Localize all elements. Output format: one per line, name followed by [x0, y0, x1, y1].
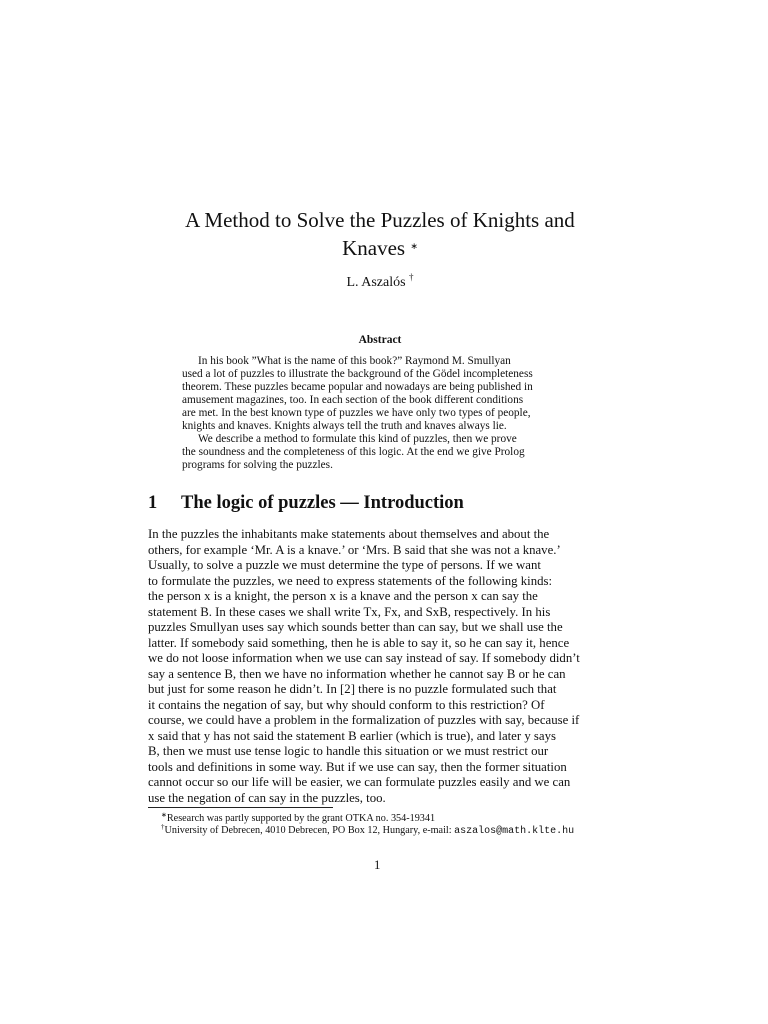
abstract-line: theorem. These puzzles became popular and nowadays are being published in [182, 381, 533, 393]
title-footnote-mark: ∗ [410, 241, 418, 251]
body-line: puzzles Smullyan uses say which sounds better than can say, but we shall use the [148, 620, 563, 634]
abstract-line: used a lot of puzzles to illustrate the background of the Gödel incompleteness [182, 368, 533, 380]
body-line: we do not loose information when we use can say instead of say. If somebody didn’t [148, 651, 580, 665]
body-line: others, for example ‘Mr. A is a knave.’ or ‘Mrs. B said that she was not a knave.’ [148, 543, 561, 557]
body-line: tools and definitions in some way. But if we use can say, then the former situation [148, 760, 567, 774]
body-line: In the puzzles the inhabitants make statements about themselves and about the [148, 527, 550, 541]
body-line: Usually, to solve a puzzle we must determine the type of persons. If we want [148, 558, 541, 572]
title-line-2-text: Knaves [342, 236, 406, 260]
author-footnote-mark: † [409, 272, 414, 282]
abstract-line: programs for solving the puzzles. [182, 459, 333, 471]
footnote-rule [148, 807, 333, 808]
body-line: statement B. In these cases we shall write Tx, Fx, and SxB, respectively. In his [148, 605, 551, 619]
section-title: The logic of puzzles — Introduction [181, 493, 464, 513]
abstract-line: are met. In the best known type of puzzles we have only two types of people, [182, 407, 531, 419]
body-line: say a sentence B, then we have no information whether he cannot say B or he can [148, 667, 566, 681]
footnote-2 [161, 823, 574, 837]
footnote-1-mark: ∗ [161, 811, 167, 819]
title-line-1: A Method to Solve the Puzzles of Knights and [185, 208, 575, 232]
body-line: course, we could have a problem in the formalization of puzzles with say, because if [148, 713, 580, 727]
body-line: latter. If somebody said something, then he is able to say it, so he can say it, hence [148, 636, 570, 650]
body-line: but just for some reason he didn’t. In [2] there is no puzzle formulated such that [148, 682, 557, 696]
footnote-2-mark: † [161, 823, 165, 831]
body-line: cannot occur so our life will be easier, we can formulate puzzles easily and we can [148, 775, 571, 789]
abstract-heading: Abstract [358, 334, 402, 346]
section-number: 1 [148, 493, 158, 513]
page-number: 1 [374, 858, 381, 872]
body-line: to formulate the puzzles, we need to express statements of the following kinds: [148, 574, 553, 588]
body-line: it contains the negation of say, but why should conform to this restriction? Of [148, 698, 545, 712]
paper-title [150, 206, 610, 262]
footnote-2-text: University of Debrecen, 4010 Debrecen, PO Box 12, Hungary, e-mail: [164, 825, 455, 836]
abstract-line: amusement magazines, too. In each section of the book different conditions [182, 394, 524, 406]
author [150, 272, 610, 291]
title-line-2 [150, 234, 610, 262]
abstract-line: the soundness and the completeness of this logic. At the end we give Prolog [182, 446, 525, 458]
footnote-1-text: Research was partly supported by the grant OTKA no. 354-19341 [166, 813, 436, 824]
author-name: L. Aszalós [346, 275, 406, 290]
body-line: B, then we must use tense logic to handle this situation or we must restrict our [148, 744, 549, 758]
abstract-line: knights and knaves. Knights always tell the truth and knaves always lie. [182, 420, 507, 432]
body-line: x said that y has not said the statement B earlier (which is true), and later y says [148, 729, 556, 743]
abstract-line: We describe a method to formulate this kind of puzzles, then we prove [198, 433, 517, 445]
footnote-2-email[interactable]: aszalos@math.klte.hu [454, 826, 575, 837]
body-line: use the negation of can say in the puzzles, too. [148, 791, 386, 805]
abstract-line: In his book ”What is the name of this book?” Raymond M. Smullyan [198, 355, 511, 367]
section-heading [148, 493, 464, 514]
body-line: the person x is a knight, the person x is a knave and the person x can say the [148, 589, 538, 603]
